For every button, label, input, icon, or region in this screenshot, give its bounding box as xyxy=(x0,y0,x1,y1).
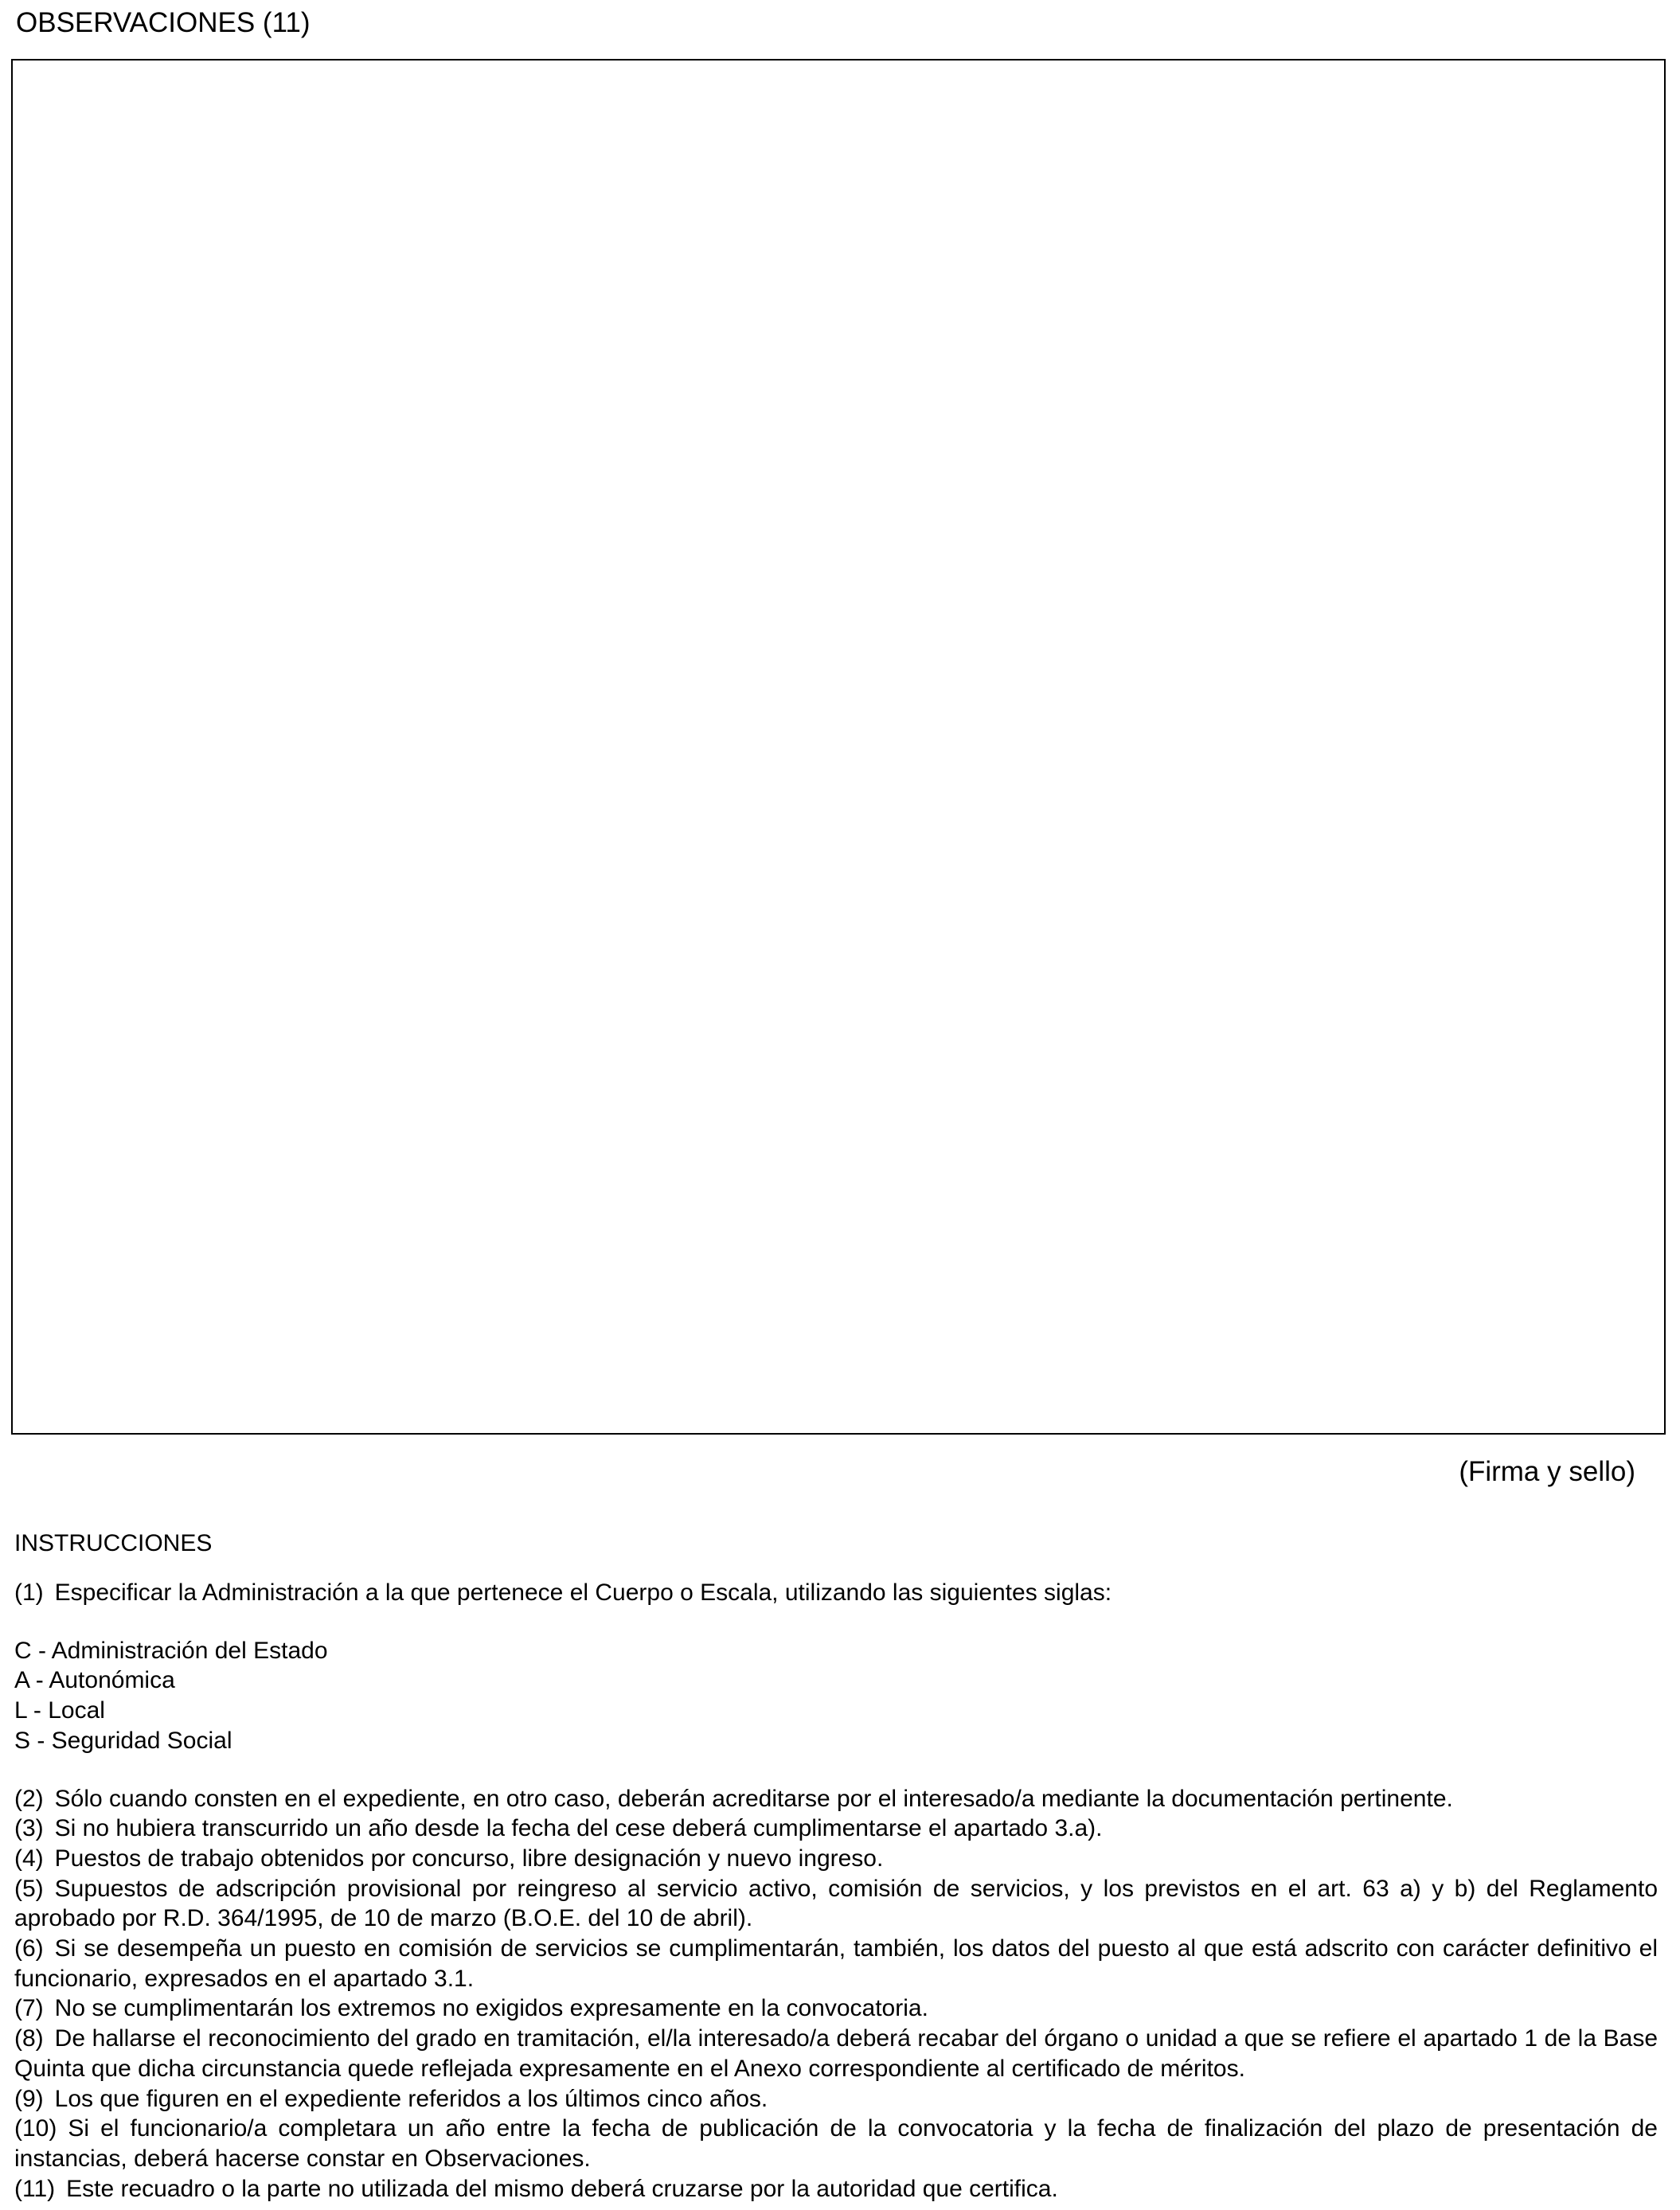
instruction-note-4 xyxy=(14,1844,1658,1874)
note-text: Especificar la Administración a la que pertenece el Cuerpo o Escala, utilizando las siguientes siglas: xyxy=(54,1579,1112,1606)
sigla-l: L - Local xyxy=(14,1697,105,1724)
note-text: Si no hubiera transcurrido un año desde la fecha del cese deberá cumplimentarse el apartado 3.a). xyxy=(54,1815,1103,1842)
instruction-note-2 xyxy=(14,1784,1658,1814)
note-text: Este recuadro o la parte no utilizada del mismo deberá cruzarse por la autoridad que certifica. xyxy=(66,2175,1058,2202)
note-text: No se cumplimentarán los extremos no exigidos expresamente en la convocatoria. xyxy=(54,1995,928,2022)
note-number: (7) xyxy=(14,1995,44,2022)
observaciones-title: OBSERVACIONES (11) xyxy=(16,7,311,38)
spacer xyxy=(14,1756,1658,1784)
note-text: Los que figuren en el expediente referidos a los últimos cinco años. xyxy=(54,2085,768,2112)
instrucciones-title: INSTRUCCIONES xyxy=(14,1530,213,1556)
instrucciones-body xyxy=(14,1578,1658,2204)
sigla-s: S - Seguridad Social xyxy=(14,1727,232,1754)
instruction-note-7 xyxy=(14,1993,1658,2024)
instruction-note-9 xyxy=(14,2084,1658,2114)
instruction-note-6 xyxy=(14,1934,1658,1993)
instruction-note-3 xyxy=(14,1814,1658,1844)
note-number: (2) xyxy=(14,1785,44,1812)
instruction-note-10 xyxy=(14,2114,1658,2173)
signature-label: (Firma y sello) xyxy=(1459,1456,1635,1487)
note-number: (5) xyxy=(14,1875,44,1902)
note-text: Supuestos de adscripción provisional por reingreso al servicio activo, comisión de servicios, y los previstos en el art. 63 a) y b) del Reglamento aprobado por R.D. 364/1995, de 10 de marzo (B.O.E. del 10 de abril). xyxy=(14,1875,1658,1932)
note-number: (9) xyxy=(14,2085,44,2112)
note-number: (4) xyxy=(14,1845,44,1872)
note-text: Si se desempeña un puesto en comisión de servicios se cumplimentarán, también, los datos del puesto al que está adscrito con carácter definitivo el funcionario, expresados en el apartado 3.1. xyxy=(14,1935,1658,1992)
note-number: (6) xyxy=(14,1935,44,1962)
spacer xyxy=(14,1608,1658,1636)
note-number: (8) xyxy=(14,2025,44,2052)
instruction-note-1 xyxy=(14,1578,1658,1608)
note-number: (3) xyxy=(14,1815,44,1842)
note-text: De hallarse el reconocimiento del grado en tramitación, el/la interesado/a deberá recabar del órgano o unidad a que se refiere el apartado 1 de la Base Quinta que dicha circunstancia quede reflejada expresamente en el Anexo correspondiente al certificado de méritos. xyxy=(14,2025,1658,2082)
sigla-a: A - Autonómica xyxy=(14,1667,175,1694)
note-text: Puestos de trabajo obtenidos por concurso, libre designación y nuevo ingreso. xyxy=(54,1845,884,1872)
note-text: Sólo cuando consten en el expediente, en otro caso, deberán acreditarse por el interesado/a mediante la documentación pertinente. xyxy=(54,1785,1453,1812)
sigla-c: C - Administración del Estado xyxy=(14,1637,328,1664)
instruction-note-8 xyxy=(14,2024,1658,2083)
instruction-note-5 xyxy=(14,1874,1658,1934)
observaciones-box[interactable] xyxy=(11,59,1666,1435)
note-text: Si el funcionario/a completara un año entre la fecha de publicación de la convocatoria y la fecha de finalización del plazo de presentación de instancias, deberá hacerse constar en Observaciones. xyxy=(14,2115,1658,2172)
note-number: (1) xyxy=(14,1579,44,1606)
instruction-note-11 xyxy=(14,2174,1658,2204)
note-number: (11) xyxy=(14,2175,56,2202)
note-number: (10) xyxy=(14,2115,57,2142)
